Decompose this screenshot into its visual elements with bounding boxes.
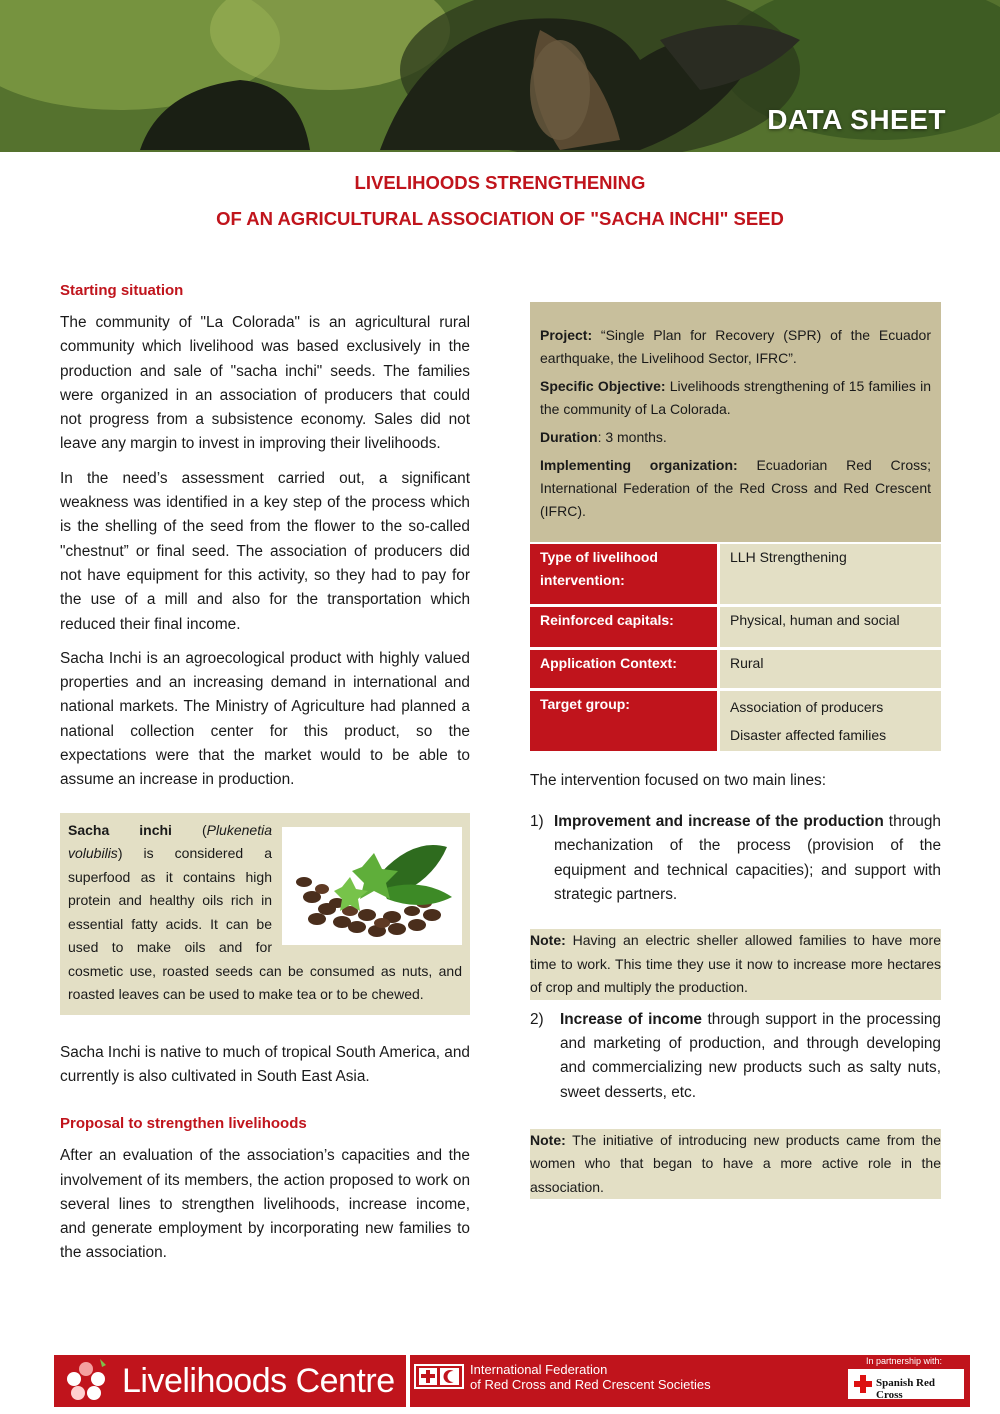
- ifrc-line2: of Red Cross and Red Crescent Societies: [470, 1377, 711, 1392]
- project-label: Project:: [540, 327, 593, 343]
- table-key: Type of livelihood intervention:: [530, 544, 720, 604]
- document-title-line2: OF AN AGRICULTURAL ASSOCIATION OF "SACHA INCHI" SEED: [216, 208, 784, 229]
- paragraph: Sacha Inchi is native to much of tropical South America, and currently is also cultivated in South East Asia.: [60, 1043, 470, 1085]
- objective-label: Specific Objective:: [540, 378, 666, 394]
- table-value: Rural: [720, 650, 941, 688]
- note1-label: Note:: [530, 932, 566, 949]
- paragraph: Sacha Inchi is an agroecological product with highly valued properties and an increasing demand in international and national markets. The Ministry of Agriculture had planned a national collection center for this product, so the expectations were that the market would to be able to assume an increase in production.: [60, 649, 470, 789]
- paragraph: The community of "La Colorada" is an agricultural rural community which livelihood was based exclusively in the production and sale of "sacha inchi" seeds. The families were organized in an association of producers that could not progress from a subsistence economy. Sales did not leave any margin to invest in improving their livelihoods.: [60, 314, 470, 453]
- note2-text: The initiative of introducing new products came from the women who that began to have a more active role in the association.: [530, 1131, 941, 1195]
- section-heading-starting: Starting situation: [60, 282, 184, 299]
- note-box-1: [530, 929, 941, 1000]
- intervention-info-table: [530, 541, 941, 754]
- note-box-2: [530, 1129, 941, 1200]
- project-summary-box: [530, 302, 941, 542]
- table-row: [530, 691, 941, 751]
- livelihoods-flower-icon: [56, 1355, 120, 1407]
- item2-bold: Increase of income: [560, 1010, 702, 1028]
- spanish-red-cross-logo: [848, 1369, 964, 1399]
- livelihoods-centre-logo: [54, 1355, 406, 1407]
- table-value: Physical, human and social: [720, 607, 941, 647]
- table-value: LLH Strengthening: [720, 544, 941, 604]
- target-group-1: Association of producers: [730, 699, 884, 715]
- item1-rest: through mechanization of the process (provision of the equipment and technical capacities); and support with strategic partners.: [554, 813, 941, 903]
- table-row: [530, 544, 941, 604]
- project-value: “Single Plan for Recovery (SPR) of the Ecuador earthquake, the Livelihood Sector, IFRC”.: [540, 327, 931, 366]
- table-key: Application Context:: [530, 650, 720, 688]
- table-key: Reinforced capitals:: [530, 607, 720, 647]
- intervention-intro: The intervention focused on two main lines:: [530, 772, 827, 789]
- red-cross-icon: [854, 1375, 872, 1393]
- intervention-line-2: [530, 1008, 941, 1105]
- right-column: [530, 302, 941, 1199]
- note2-label: Note:: [530, 1131, 566, 1148]
- partnership-label: In partnership with:: [865, 1356, 943, 1366]
- header-banner: [0, 0, 1000, 152]
- item-number: 2): [530, 1010, 544, 1028]
- ifrc-logo: [410, 1355, 970, 1407]
- intervention-line-1: [530, 810, 941, 907]
- callout-rest: ) is considered a superfood as it contains high protein and healthy oils rich in essential fatty acids. It can be used to make oils and for cosmetic use, roasted seeds can be consumed as nuts, and roasted leaves can be used to make tea or to be chewed.: [68, 845, 462, 1003]
- callout-italic: Plukenetia volubilis: [68, 821, 272, 862]
- paragraph: After an evaluation of the association’s capacities and the involvement of its members, the action proposed to work on several lines to strengthen livelihoods, increase income, and generate employment by incorporating new families to the association.: [60, 1147, 470, 1262]
- document-title-line1: LIVELIHOODS STRENGTHENING: [354, 172, 646, 193]
- item-number: 1): [530, 813, 544, 830]
- ifrc-line1: International Federation: [470, 1362, 608, 1377]
- note1-text: Having an electric sheller allowed families to have more time to work. This time they use it now to increase more hectares of crop and multiply the production.: [530, 932, 941, 996]
- banner-title: DATA SHEET: [767, 104, 946, 135]
- table-row: [530, 607, 941, 647]
- objective-value: Livelihoods strengthening of 15 families in the community of La Colorada.: [540, 378, 931, 417]
- table-row: [530, 650, 941, 688]
- footer-logos: [54, 1355, 970, 1407]
- duration-label: Duration: [540, 429, 598, 445]
- item1-bold: Improvement and increase of the production: [554, 813, 884, 830]
- org-label: Implementing organization:: [540, 457, 738, 473]
- red-cross-crescent-emblem: [414, 1364, 464, 1389]
- section-heading-proposal: Proposal to strengthen livelihoods: [60, 1115, 307, 1133]
- duration-value: : 3 months.: [597, 429, 667, 445]
- livelihoods-centre-text: Livelihoods Centre: [122, 1362, 395, 1400]
- paragraph: In the need’s assessment carried out, a significant weakness was identified in a key step of the process which is the shelling of the seed from the flower to the so-called "chestnut” or final seed. The association of producers did not have equipment for this activity, so they had to pay for the use of a mill and also for the transportation which reduced their final income.: [60, 469, 470, 633]
- item2-rest: through support in the processing and marketing of production, and through developing and commercializing new products such as salty nuts, sweet desserts, etc.: [560, 1010, 941, 1101]
- seeds-photo: [282, 827, 462, 945]
- spanish-red-cross-text: Spanish Red Cross: [876, 1377, 936, 1401]
- sacha-inchi-callout: [60, 813, 470, 1015]
- left-column: [60, 282, 470, 1276]
- org-value: Ecuadorian Red Cross; International Federation of the Red Cross and Red Crescent (IFRC).: [540, 457, 931, 519]
- target-group-2: Disaster affected families: [730, 727, 887, 743]
- table-value: [720, 691, 941, 751]
- table-key: Target group:: [530, 691, 720, 751]
- callout-bold: Sacha inchi: [68, 821, 172, 838]
- ifrc-name: [470, 1362, 711, 1392]
- callout-open: (: [171, 821, 207, 838]
